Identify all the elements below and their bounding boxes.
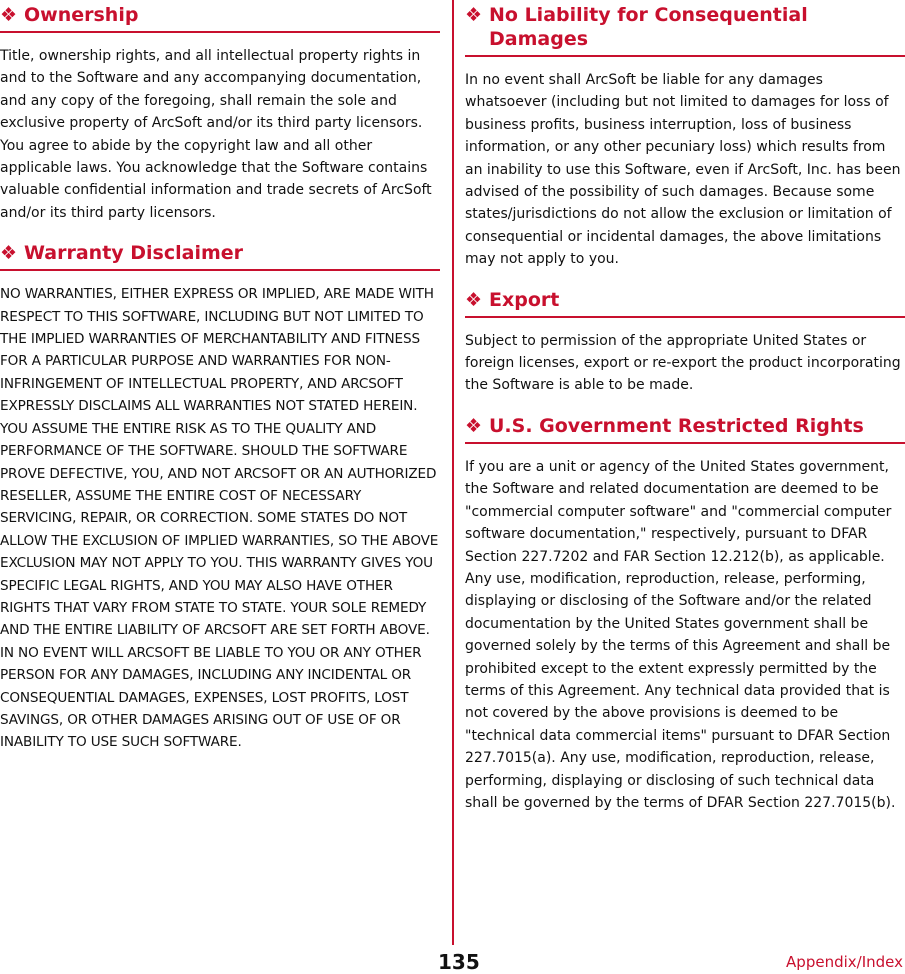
ownership-body: Title, ownership rights, and all intellectual property rights in and to the Software and any accompanying documentation, and any copy of the foregoing, shall remain the sole and exclusive property of ArcSoft and/or its third party licensors. You agree to abide by the copyright law and all other applicable laws. You acknowledge that the Software contains valuable confidential information and trade secrets of ArcSoft and/or its third party licensors. bbox=[0, 48, 432, 221]
export-title: Export bbox=[489, 288, 560, 311]
government-heading bbox=[465, 411, 905, 444]
diamond-bullet-icon: ❖ bbox=[465, 288, 483, 311]
diamond-bullet-icon: ❖ bbox=[465, 414, 483, 437]
export-section bbox=[465, 285, 905, 397]
warranty-section bbox=[0, 238, 440, 754]
section-label: Appendix/Index bbox=[786, 953, 903, 971]
diamond-bullet-icon: ❖ bbox=[0, 4, 18, 26]
government-title: U.S. Government Restricted Rights bbox=[489, 414, 864, 437]
column-divider bbox=[452, 0, 454, 945]
right-column bbox=[465, 0, 905, 828]
liability-title: No Liability for Consequential Damages bbox=[489, 4, 808, 50]
ownership-title: Ownership bbox=[24, 4, 139, 26]
warranty-body: NO WARRANTIES, EITHER EXPRESS OR IMPLIED, ARE MADE WITH RESPECT TO THIS SOFTWARE, INCLUDING BUT NOT LIMITED TO THE IMPLIED WARRANTIES OF MERCHANTABILITY AND FITNESS FOR A PARTICULAR PURPOSE AND WARRANTIES FOR NON-INFRINGEMENT OF INTELLECTUAL PROPERTY, AND ARCSOFT EXPRESSLY DISCLAIMS ALL WARRANTIES NOT STATED HEREIN. YOU ASSUME THE ENTIRE RISK AS TO THE QUALITY AND PERFORMANCE OF THE SOFTWARE. SHOULD THE SOFTWARE PROVE DEFECTIVE, YOU, AND NOT ARCSOFT OR AN AUTHORIZED RESELLER, ASSUME THE ENTIRE COST OF NECESSARY SERVICING, REPAIR, OR CORRECTION. SOME STATES DO NOT ALLOW THE EXCLUSION OF IMPLIED WARRANTIES, SO THE ABOVE EXCLUSION MAY NOT APPLY TO YOU. THIS WARRANTY GIVES YOU SPECIFIC LEGAL RIGHTS, AND YOU MAY ALSO HAVE OTHER RIGHTS THAT VARY FROM STATE TO STATE. YOUR SOLE REMEDY AND THE ENTIRE LIABILITY OF ARCSOFT ARE SET FORTH ABOVE. IN NO EVENT WILL ARCSOFT BE LIABLE TO YOU OR ANY OTHER PERSON FOR ANY DAMAGES, INCLUDING ANY INCIDENTAL OR CONSEQUENTIAL DAMAGES, EXPENSES, LOST PROFITS, LOST SAVINGS, OR OTHER DAMAGES ARISING OUT OF USE OF OR INABILITY TO USE SUCH SOFTWARE. bbox=[0, 286, 439, 751]
liability-body: In no event shall ArcSoft be liable for any damages whatsoever (including but not limited to damages for loss of business profits, business interruption, loss of business information, or any other pecuniary loss) which results from an inability to use this Software, even if ArcSoft, Inc. has been advised of the possibility of such damages. Because some states/jurisdictions do not allow the exclusion or limitation of consequential or incidental damages, the above limitations may not apply to you. bbox=[465, 72, 901, 268]
diamond-bullet-icon: ❖ bbox=[0, 242, 18, 265]
export-body: Subject to permission of the appropriate United States or foreign licenses, export or re-export the product incorporating the Software is able to be made. bbox=[465, 332, 901, 394]
liability-heading bbox=[465, 0, 905, 57]
liability-section bbox=[465, 0, 905, 271]
warranty-title: Warranty Disclaimer bbox=[24, 242, 244, 265]
page-number: 135 bbox=[438, 950, 480, 974]
diamond-bullet-icon: ❖ bbox=[465, 4, 483, 26]
government-section bbox=[465, 411, 905, 815]
left-column bbox=[0, 0, 440, 768]
government-body: If you are a unit or agency of the United States government, the Software and related documentation are deemed to be "commercial computer software" and "commercial computer software documentation," respectively, pursuant to DFAR Section 227.7202 and FAR Section 12.212(b), as applicable. Any use, modification, reproduction, release, performing, displaying or disclosing of the Software and/or the related documentation by the United States government shall be governed solely by the terms of this Agreement and shall be prohibited except to the extent expressly permitted by the terms of this Agreement. Any technical data provided that is not covered by the above provisions is deemed to be "technical data commercial items" pursuant to DFAR Section 227.7015(a). Any use, modification, reproduction, release, performing, displaying or disclosing of such technical data shall be governed by the terms of DFAR Section 227.7015(b). bbox=[465, 458, 896, 811]
ownership-section bbox=[0, 0, 440, 224]
warranty-heading bbox=[0, 238, 440, 271]
ownership-heading bbox=[0, 0, 440, 33]
export-heading bbox=[465, 285, 905, 318]
